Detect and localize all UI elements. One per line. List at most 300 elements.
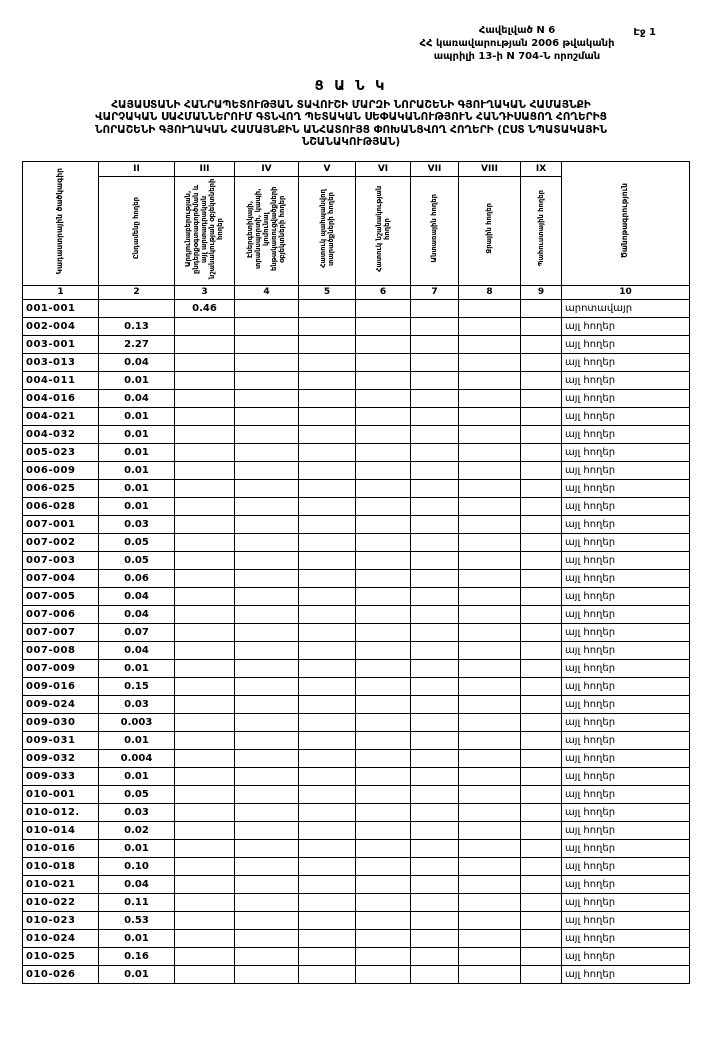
total-lands-value-cell: 0.13 bbox=[99, 317, 175, 335]
col7-empty-cell bbox=[411, 587, 459, 605]
col6-empty-cell bbox=[356, 839, 411, 857]
note-cell: այլ հողեր bbox=[562, 839, 690, 857]
total-lands-value-cell: 0.01 bbox=[99, 461, 175, 479]
col6-empty-cell bbox=[356, 821, 411, 839]
col3-value-cell bbox=[175, 587, 235, 605]
table-row bbox=[23, 425, 690, 443]
total-lands-value-cell: 0.01 bbox=[99, 425, 175, 443]
col6-empty-cell bbox=[356, 713, 411, 731]
note-cell: այլ հողեր bbox=[562, 407, 690, 425]
cadastral-code-cell: 006-009 bbox=[23, 461, 99, 479]
col8-empty-cell bbox=[459, 497, 521, 515]
table-row bbox=[23, 299, 690, 317]
col6-empty-cell bbox=[356, 335, 411, 353]
col3-value-cell bbox=[175, 461, 235, 479]
note-cell: այլ հողեր bbox=[562, 443, 690, 461]
roman-V: V bbox=[299, 161, 356, 176]
table-row bbox=[23, 713, 690, 731]
col5-empty-cell bbox=[299, 893, 356, 911]
table-row bbox=[23, 731, 690, 749]
total-lands-value-cell: 0.003 bbox=[99, 713, 175, 731]
cadastral-code-cell: 004-011 bbox=[23, 371, 99, 389]
col3-value-cell: 0.46 bbox=[175, 299, 235, 317]
roman-VIII: VIII bbox=[459, 161, 521, 176]
col8-empty-cell bbox=[459, 875, 521, 893]
table-row bbox=[23, 695, 690, 713]
cadastral-code-cell: 004-021 bbox=[23, 407, 99, 425]
col7-empty-cell bbox=[411, 533, 459, 551]
col5-empty-cell bbox=[299, 857, 356, 875]
col4-empty-cell bbox=[235, 677, 299, 695]
col3-value-cell bbox=[175, 911, 235, 929]
col5-empty-cell bbox=[299, 965, 356, 983]
cadastral-code-cell: 009-016 bbox=[23, 677, 99, 695]
col5-empty-cell bbox=[299, 371, 356, 389]
col6-empty-cell bbox=[356, 893, 411, 911]
header-energy-transport-lands: Էներգետիկայի, տրանսպորտի, կապի, կոմունալ ենթակառուցվածքների օբյեկտների հողեր bbox=[235, 176, 299, 285]
col9-empty-cell bbox=[521, 605, 562, 623]
colnum-8: 8 bbox=[459, 285, 521, 299]
col4-empty-cell bbox=[235, 299, 299, 317]
col8-empty-cell bbox=[459, 677, 521, 695]
cadastral-code-cell: 010-012. bbox=[23, 803, 99, 821]
col8-empty-cell bbox=[459, 479, 521, 497]
col3-value-cell bbox=[175, 839, 235, 857]
note-cell: այլ հողեր bbox=[562, 749, 690, 767]
note-cell: այլ հողեր bbox=[562, 461, 690, 479]
total-lands-value-cell: 0.10 bbox=[99, 857, 175, 875]
cadastral-code-cell: 004-032 bbox=[23, 425, 99, 443]
note-cell: այլ հողեր bbox=[562, 515, 690, 533]
col6-empty-cell bbox=[356, 695, 411, 713]
col6-empty-cell bbox=[356, 587, 411, 605]
col9-empty-cell bbox=[521, 389, 562, 407]
table-row bbox=[23, 893, 690, 911]
col7-empty-cell bbox=[411, 803, 459, 821]
colnum-3: 3 bbox=[175, 285, 235, 299]
col8-empty-cell bbox=[459, 389, 521, 407]
col6-empty-cell bbox=[356, 533, 411, 551]
col5-empty-cell bbox=[299, 515, 356, 533]
col9-empty-cell bbox=[521, 551, 562, 569]
table-row bbox=[23, 443, 690, 461]
col5-empty-cell bbox=[299, 659, 356, 677]
col4-empty-cell bbox=[235, 695, 299, 713]
table-row bbox=[23, 803, 690, 821]
col7-empty-cell bbox=[411, 785, 459, 803]
col7-empty-cell bbox=[411, 389, 459, 407]
total-lands-value-cell: 0.05 bbox=[99, 533, 175, 551]
cadastral-code-cell: 010-026 bbox=[23, 965, 99, 983]
table-row bbox=[23, 605, 690, 623]
table-row bbox=[23, 623, 690, 641]
col7-empty-cell bbox=[411, 299, 459, 317]
table-row bbox=[23, 785, 690, 803]
col9-empty-cell bbox=[521, 929, 562, 947]
col5-empty-cell bbox=[299, 299, 356, 317]
cadastral-code-cell: 006-025 bbox=[23, 479, 99, 497]
table-row bbox=[23, 587, 690, 605]
total-lands-value-cell: 0.03 bbox=[99, 695, 175, 713]
col4-empty-cell bbox=[235, 461, 299, 479]
col4-empty-cell bbox=[235, 965, 299, 983]
col4-empty-cell bbox=[235, 875, 299, 893]
cadastral-code-cell: 010-023 bbox=[23, 911, 99, 929]
total-lands-value-cell: 0.004 bbox=[99, 749, 175, 767]
col9-empty-cell bbox=[521, 353, 562, 371]
col5-empty-cell bbox=[299, 641, 356, 659]
col8-empty-cell bbox=[459, 515, 521, 533]
col5-empty-cell bbox=[299, 785, 356, 803]
table-body bbox=[23, 299, 690, 983]
cadastral-code-cell: 007-009 bbox=[23, 659, 99, 677]
total-lands-value-cell: 0.03 bbox=[99, 515, 175, 533]
col4-empty-cell bbox=[235, 893, 299, 911]
col4-empty-cell bbox=[235, 911, 299, 929]
col5-empty-cell bbox=[299, 461, 356, 479]
col6-empty-cell bbox=[356, 407, 411, 425]
col6-empty-cell bbox=[356, 875, 411, 893]
col9-empty-cell bbox=[521, 947, 562, 965]
page-number: Էջ 1 bbox=[633, 27, 656, 38]
col8-empty-cell bbox=[459, 641, 521, 659]
col8-empty-cell bbox=[459, 893, 521, 911]
col3-value-cell bbox=[175, 479, 235, 497]
cadastral-code-cell: 005-023 bbox=[23, 443, 99, 461]
col4-empty-cell bbox=[235, 317, 299, 335]
note-cell: այլ հողեր bbox=[562, 641, 690, 659]
table-row bbox=[23, 371, 690, 389]
col7-empty-cell bbox=[411, 497, 459, 515]
colnum-4: 4 bbox=[235, 285, 299, 299]
cadastral-code-cell: 010-021 bbox=[23, 875, 99, 893]
total-lands-value-cell: 0.01 bbox=[99, 407, 175, 425]
col8-empty-cell bbox=[459, 317, 521, 335]
table-row bbox=[23, 515, 690, 533]
col9-empty-cell bbox=[521, 965, 562, 983]
table-row bbox=[23, 335, 690, 353]
cadastral-code-cell: 007-005 bbox=[23, 587, 99, 605]
total-lands-value-cell: 0.53 bbox=[99, 911, 175, 929]
col6-empty-cell bbox=[356, 389, 411, 407]
note-cell: այլ հողեր bbox=[562, 587, 690, 605]
col3-value-cell bbox=[175, 731, 235, 749]
table-row bbox=[23, 533, 690, 551]
col7-empty-cell bbox=[411, 731, 459, 749]
header-protected-areas-lands: Հատուկ պահպանվող տարածքների հողեր bbox=[299, 176, 356, 285]
col9-empty-cell bbox=[521, 641, 562, 659]
col7-empty-cell bbox=[411, 677, 459, 695]
col8-empty-cell bbox=[459, 695, 521, 713]
col9-empty-cell bbox=[521, 371, 562, 389]
total-lands-value-cell: 0.11 bbox=[99, 893, 175, 911]
total-lands-value-cell: 0.03 bbox=[99, 803, 175, 821]
col3-value-cell bbox=[175, 389, 235, 407]
col5-empty-cell bbox=[299, 353, 356, 371]
header-total-lands: Ընդամենը հողեր bbox=[99, 176, 175, 285]
col3-value-cell bbox=[175, 425, 235, 443]
col9-empty-cell bbox=[521, 335, 562, 353]
col6-empty-cell bbox=[356, 911, 411, 929]
col6-empty-cell bbox=[356, 317, 411, 335]
total-lands-value-cell: 0.15 bbox=[99, 677, 175, 695]
col3-value-cell bbox=[175, 353, 235, 371]
appendix-line-3: ապրիլի 13-ի N 704-Ն որոշման bbox=[433, 51, 601, 62]
cadastral-code-cell: 007-008 bbox=[23, 641, 99, 659]
col4-empty-cell bbox=[235, 731, 299, 749]
col3-value-cell bbox=[175, 515, 235, 533]
colnum-1: 1 bbox=[23, 285, 99, 299]
cadastral-code-cell: 007-002 bbox=[23, 533, 99, 551]
col7-empty-cell bbox=[411, 371, 459, 389]
col7-empty-cell bbox=[411, 713, 459, 731]
note-cell: այլ հողեր bbox=[562, 659, 690, 677]
document-subtitle bbox=[0, 99, 702, 149]
colnum-5: 5 bbox=[299, 285, 356, 299]
col7-empty-cell bbox=[411, 875, 459, 893]
note-cell: այլ հողեր bbox=[562, 353, 690, 371]
col4-empty-cell bbox=[235, 443, 299, 461]
col6-empty-cell bbox=[356, 569, 411, 587]
col3-value-cell bbox=[175, 497, 235, 515]
col7-empty-cell bbox=[411, 317, 459, 335]
cadastral-code-cell: 010-014 bbox=[23, 821, 99, 839]
col3-value-cell bbox=[175, 659, 235, 677]
col4-empty-cell bbox=[235, 749, 299, 767]
note-cell: այլ հողեր bbox=[562, 911, 690, 929]
col3-value-cell bbox=[175, 641, 235, 659]
col4-empty-cell bbox=[235, 353, 299, 371]
col3-value-cell bbox=[175, 947, 235, 965]
col9-empty-cell bbox=[521, 407, 562, 425]
header-special-purpose-lands: Հատուկ նշանակության հողեր bbox=[356, 176, 411, 285]
col8-empty-cell bbox=[459, 821, 521, 839]
col9-empty-cell bbox=[521, 803, 562, 821]
col6-empty-cell bbox=[356, 371, 411, 389]
col4-empty-cell bbox=[235, 569, 299, 587]
roman-VI: VI bbox=[356, 161, 411, 176]
col6-empty-cell bbox=[356, 785, 411, 803]
col8-empty-cell bbox=[459, 335, 521, 353]
total-lands-value-cell: 0.05 bbox=[99, 785, 175, 803]
col5-empty-cell bbox=[299, 551, 356, 569]
col8-empty-cell bbox=[459, 425, 521, 443]
table-row bbox=[23, 461, 690, 479]
col7-empty-cell bbox=[411, 821, 459, 839]
note-cell: այլ հողեր bbox=[562, 695, 690, 713]
col3-value-cell bbox=[175, 407, 235, 425]
col3-value-cell bbox=[175, 695, 235, 713]
col5-empty-cell bbox=[299, 605, 356, 623]
appendix-line-2: ՀՀ կառավարության 2006 թվականի bbox=[419, 38, 615, 49]
subtitle-line-2: ՎԱՐՉԱԿԱՆ ՍԱՀՄԱՆՆԵՐՈՒՄ ԳՏՆՎՈՂ ՊԵՏԱԿԱՆ ՍԵՓԱԿԱՆՈՒԹՅՈՒՆ ՀԱՆԴԻՍԱՑՈՂ ՀՈՂԵՐԻՑ bbox=[95, 111, 607, 124]
col7-empty-cell bbox=[411, 893, 459, 911]
document-title: Ց Ա Ն Կ bbox=[314, 79, 388, 94]
col9-empty-cell bbox=[521, 533, 562, 551]
col8-empty-cell bbox=[459, 911, 521, 929]
note-cell: այլ հողեր bbox=[562, 497, 690, 515]
col5-empty-cell bbox=[299, 443, 356, 461]
col5-empty-cell bbox=[299, 587, 356, 605]
table-row bbox=[23, 947, 690, 965]
col4-empty-cell bbox=[235, 713, 299, 731]
table-row bbox=[23, 677, 690, 695]
col7-empty-cell bbox=[411, 947, 459, 965]
col5-empty-cell bbox=[299, 479, 356, 497]
cadastral-code-cell: 003-001 bbox=[23, 335, 99, 353]
table-row bbox=[23, 965, 690, 983]
cadastral-code-cell: 009-032 bbox=[23, 749, 99, 767]
col9-empty-cell bbox=[521, 875, 562, 893]
col8-empty-cell bbox=[459, 731, 521, 749]
roman-III: III bbox=[175, 161, 235, 176]
col7-empty-cell bbox=[411, 839, 459, 857]
col6-empty-cell bbox=[356, 641, 411, 659]
col8-empty-cell bbox=[459, 353, 521, 371]
col6-empty-cell bbox=[356, 659, 411, 677]
col6-empty-cell bbox=[356, 443, 411, 461]
col5-empty-cell bbox=[299, 911, 356, 929]
col5-empty-cell bbox=[299, 767, 356, 785]
note-cell: այլ հողեր bbox=[562, 947, 690, 965]
col9-empty-cell bbox=[521, 839, 562, 857]
col8-empty-cell bbox=[459, 767, 521, 785]
col5-empty-cell bbox=[299, 839, 356, 857]
col4-empty-cell bbox=[235, 497, 299, 515]
cadastral-code-cell: 007-001 bbox=[23, 515, 99, 533]
col4-empty-cell bbox=[235, 425, 299, 443]
col7-empty-cell bbox=[411, 479, 459, 497]
col5-empty-cell bbox=[299, 947, 356, 965]
col3-value-cell bbox=[175, 443, 235, 461]
col3-value-cell bbox=[175, 893, 235, 911]
colnum-6: 6 bbox=[356, 285, 411, 299]
col6-empty-cell bbox=[356, 425, 411, 443]
roman-II: II bbox=[99, 161, 175, 176]
total-lands-value-cell: 0.01 bbox=[99, 371, 175, 389]
col9-empty-cell bbox=[521, 749, 562, 767]
col8-empty-cell bbox=[459, 443, 521, 461]
note-cell: այլ հողեր bbox=[562, 371, 690, 389]
note-cell: այլ հողեր bbox=[562, 551, 690, 569]
col6-empty-cell bbox=[356, 299, 411, 317]
col9-empty-cell bbox=[521, 425, 562, 443]
appendix-line-1: Հավելված N 6 bbox=[478, 25, 556, 36]
col6-empty-cell bbox=[356, 965, 411, 983]
table-header bbox=[23, 161, 690, 299]
col6-empty-cell bbox=[356, 551, 411, 569]
table-row bbox=[23, 767, 690, 785]
table-row bbox=[23, 389, 690, 407]
subtitle-line-1: ՀԱՅԱՍՏԱՆԻ ՀԱՆՐԱՊԵՏՈՒԹՅԱՆ ՏԱՎՈՒՇԻ ՄԱՐԶԻ ՆՈՐԱՇԵՆԻ ԳՅՈՒՂԱԿԱՆ ՀԱՄԱՅՆՔԻ bbox=[111, 99, 591, 111]
col4-empty-cell bbox=[235, 551, 299, 569]
table-row bbox=[23, 821, 690, 839]
table-row bbox=[23, 857, 690, 875]
col5-empty-cell bbox=[299, 335, 356, 353]
col7-empty-cell bbox=[411, 551, 459, 569]
col9-empty-cell bbox=[521, 515, 562, 533]
note-cell: այլ հողեր bbox=[562, 677, 690, 695]
col4-empty-cell bbox=[235, 533, 299, 551]
col5-empty-cell bbox=[299, 317, 356, 335]
total-lands-value-cell: 2.27 bbox=[99, 335, 175, 353]
cadastral-code-cell: 010-001 bbox=[23, 785, 99, 803]
col3-value-cell bbox=[175, 317, 235, 335]
col7-empty-cell bbox=[411, 749, 459, 767]
note-cell: այլ հողեր bbox=[562, 533, 690, 551]
col9-empty-cell bbox=[521, 587, 562, 605]
total-lands-value-cell: 0.16 bbox=[99, 947, 175, 965]
header-cadastral-code: Կադաստրային ծածկագիր bbox=[23, 161, 99, 285]
col8-empty-cell bbox=[459, 623, 521, 641]
col5-empty-cell bbox=[299, 407, 356, 425]
col4-empty-cell bbox=[235, 659, 299, 677]
note-cell: այլ հողեր bbox=[562, 875, 690, 893]
table-row bbox=[23, 317, 690, 335]
total-lands-value-cell: 0.01 bbox=[99, 497, 175, 515]
cadastral-code-cell: 009-030 bbox=[23, 713, 99, 731]
col9-empty-cell bbox=[521, 497, 562, 515]
col9-empty-cell bbox=[521, 911, 562, 929]
total-lands-value-cell: 0.07 bbox=[99, 623, 175, 641]
total-lands-value-cell: 0.01 bbox=[99, 839, 175, 857]
col8-empty-cell bbox=[459, 533, 521, 551]
col8-empty-cell bbox=[459, 713, 521, 731]
col7-empty-cell bbox=[411, 911, 459, 929]
col5-empty-cell bbox=[299, 389, 356, 407]
col4-empty-cell bbox=[235, 515, 299, 533]
cadastral-code-cell: 001-001 bbox=[23, 299, 99, 317]
col6-empty-cell bbox=[356, 479, 411, 497]
col6-empty-cell bbox=[356, 605, 411, 623]
table-row bbox=[23, 497, 690, 515]
col5-empty-cell bbox=[299, 623, 356, 641]
note-cell: այլ հողեր bbox=[562, 317, 690, 335]
total-lands-value-cell: 0.05 bbox=[99, 551, 175, 569]
colnum-2: 2 bbox=[99, 285, 175, 299]
col7-empty-cell bbox=[411, 641, 459, 659]
subtitle-line-4: ՆՇԱՆԱԿՈՒԹՅԱՆ) bbox=[301, 136, 401, 149]
col7-empty-cell bbox=[411, 965, 459, 983]
col5-empty-cell bbox=[299, 569, 356, 587]
note-cell: այլ հողեր bbox=[562, 929, 690, 947]
cadastral-code-cell: 010-024 bbox=[23, 929, 99, 947]
roman-VII: VII bbox=[411, 161, 459, 176]
table-row bbox=[23, 839, 690, 857]
table-row bbox=[23, 875, 690, 893]
total-lands-value-cell: 0.01 bbox=[99, 479, 175, 497]
col9-empty-cell bbox=[521, 713, 562, 731]
col3-value-cell bbox=[175, 605, 235, 623]
col6-empty-cell bbox=[356, 677, 411, 695]
col6-empty-cell bbox=[356, 803, 411, 821]
col3-value-cell bbox=[175, 767, 235, 785]
colnum-9: 9 bbox=[521, 285, 562, 299]
col7-empty-cell bbox=[411, 461, 459, 479]
column-number-row bbox=[23, 285, 690, 299]
total-lands-value-cell: 0.01 bbox=[99, 659, 175, 677]
table-row bbox=[23, 353, 690, 371]
cadastral-code-cell: 007-007 bbox=[23, 623, 99, 641]
col4-empty-cell bbox=[235, 479, 299, 497]
col9-empty-cell bbox=[521, 857, 562, 875]
colnum-7: 7 bbox=[411, 285, 459, 299]
col6-empty-cell bbox=[356, 497, 411, 515]
col5-empty-cell bbox=[299, 929, 356, 947]
col3-value-cell bbox=[175, 677, 235, 695]
table-row bbox=[23, 659, 690, 677]
col6-empty-cell bbox=[356, 461, 411, 479]
